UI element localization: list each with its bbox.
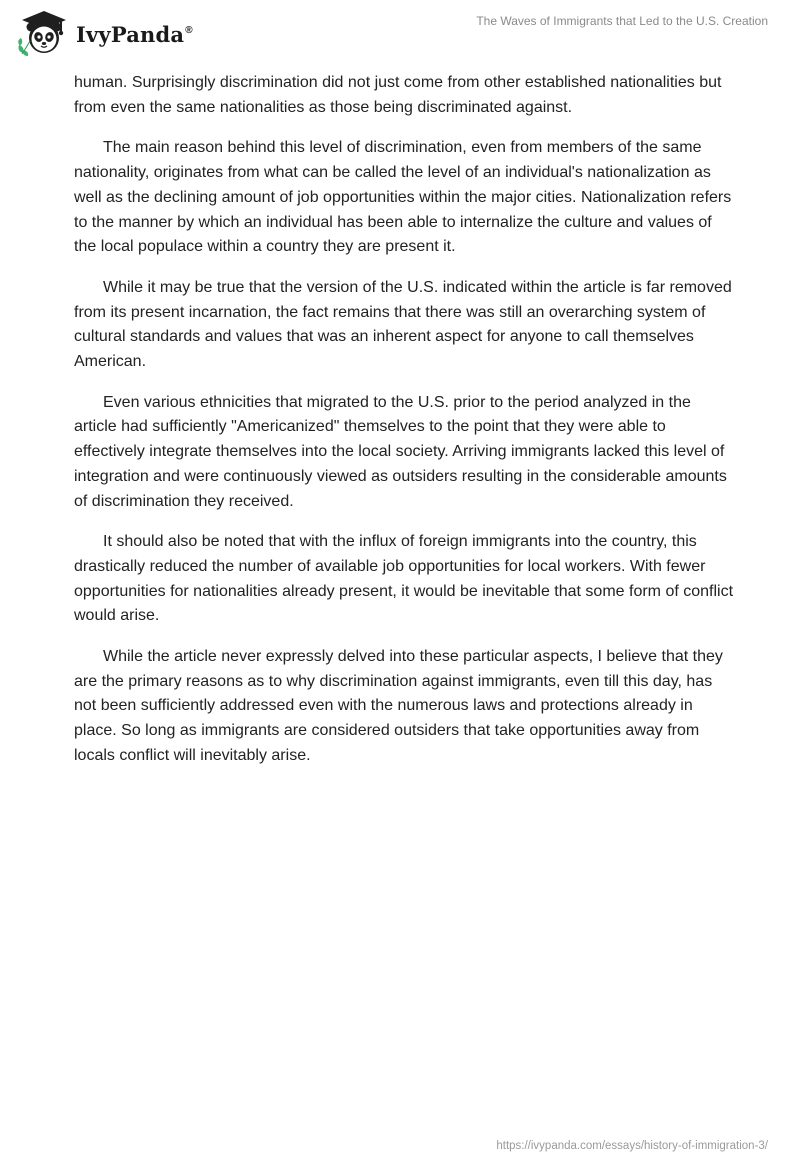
ivypanda-logo[interactable] <box>14 8 193 58</box>
page-header <box>0 0 800 64</box>
paragraph: It should also be noted that with the influx of foreign immigrants into the country, this drastically reduced the number of available job opportunities for local workers. With fewer opportunities for nationalities already present, it would be inevitable that some form of conflict would arise. <box>74 533 734 625</box>
source-url-link[interactable]: https://ivypanda.com/essays/history-of-immigration-3/ <box>496 1140 768 1152</box>
document-title: The Waves of Immigrants that Led to the U.S. Creation <box>476 14 768 28</box>
essay-body <box>74 71 734 785</box>
paragraph: human. Surprisingly discrimination did not just come from other established nationalities but from even the same nationalities as those being discriminated against. <box>74 74 722 116</box>
paragraph: The main reason behind this level of discrimination, even from members of the same nationality, originates from what can be called the level of an individual's nationalization as well as the declining amount of job opportunities within the major cities. Nationalization refers to the manner by which an individual has been able to internalize the culture and values of the local populace within a country they are present it. <box>74 139 732 256</box>
paragraph: While it may be true that the version of the U.S. indicated within the article is far removed from its present incarnation, the fact remains that there was still an overarching system of cultural standards and values that was an inherent aspect for anyone to call themselves American. <box>74 278 732 371</box>
brand-name: IvyPanda® <box>76 21 193 47</box>
paragraph: Even various ethnicities that migrated to the U.S. prior to the period analyzed in the article had sufficiently "Americanized" themselves to the point that they were able to effectively integrate themselves into the local society. Arriving immigrants lacked this level of integration and were continuously viewed as outsiders resulting in the considerable amounts of discrimination they received. <box>74 393 727 510</box>
registered-mark: ® <box>185 24 193 36</box>
panda-logo-icon <box>14 8 70 58</box>
paragraph: While the article never expressly delved into these particular aspects, I believe that they are the primary reasons as to why discrimination against immigrants, even till this day, has not been sufficiently addressed even with the numerous laws and protections already in place. So long as immigrants are considered outsiders that take opportunities away from locals conflict will inevitably arise. <box>74 648 723 764</box>
